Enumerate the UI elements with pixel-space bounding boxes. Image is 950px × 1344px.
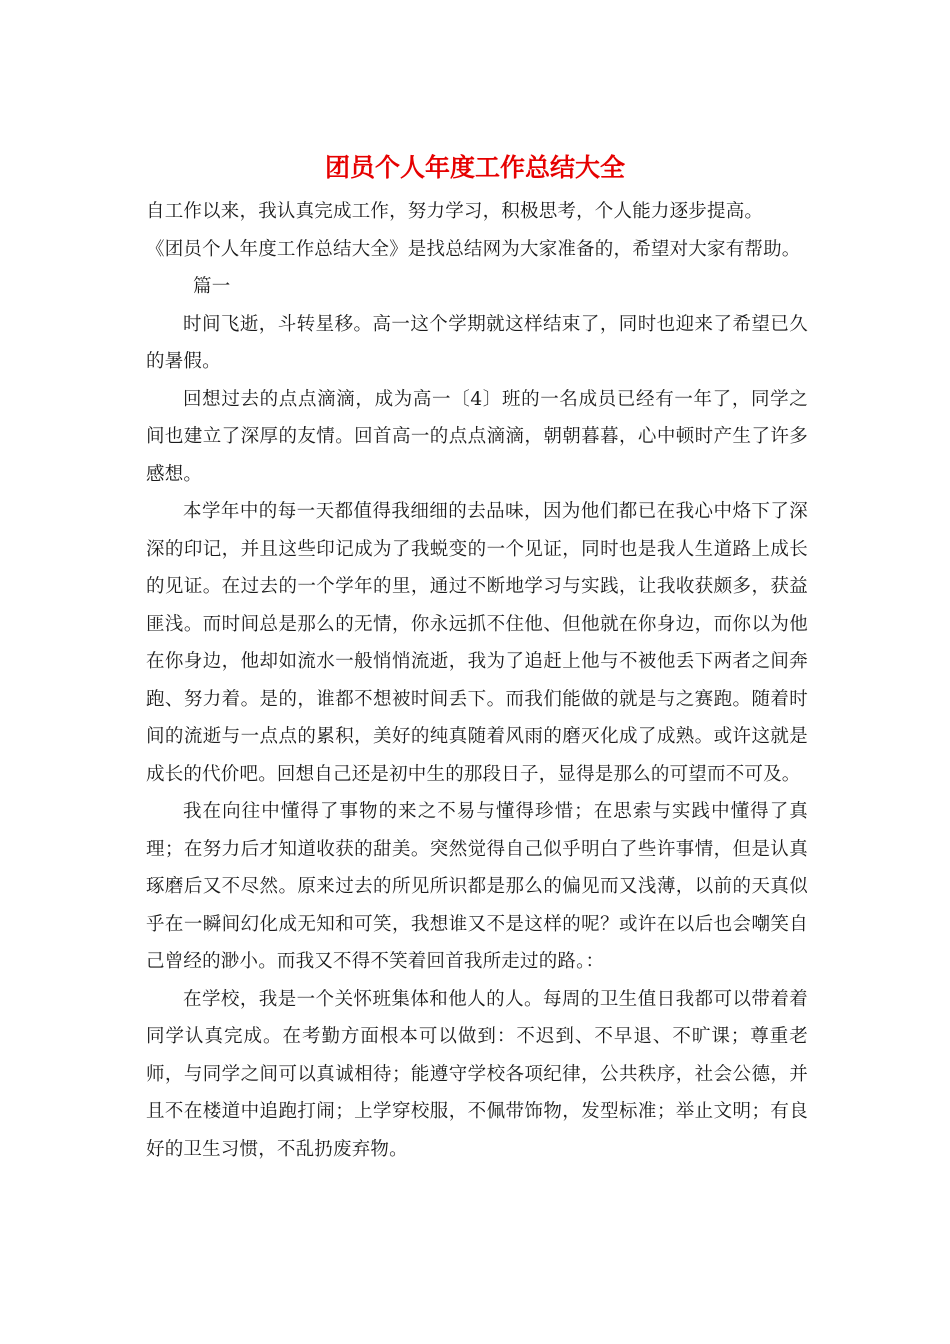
paragraph-4: 我在向往中懂得了事物的来之不易与懂得珍惜；在思索与实践中懂得了真理；在努力后才知道收获的甜美。突然觉得自己似乎明白了些许事情，但是认真琢磨后又不尽然。原来过去的所见所识都是那么的偏见而又浅薄，以前的天真似乎在一瞬间幻化成无知和可笑，我想谁又不是这样的呢？或许在以后也会嘲笑自己曾经的渺小。而我又不得不笑着回首我所走过的路。： xyxy=(146,801,808,972)
paragraph-1: 时间飞逝，斗转星移。高一这个学期就这样结束了，同时也迎来了希望已久的暑假。 xyxy=(146,313,808,372)
document-body xyxy=(146,193,808,1168)
intro-line-2: 《团员个人年度工作总结大全》是找总结网为大家准备的，希望对大家有帮助。 xyxy=(146,238,801,260)
document-title: 团员个人年度工作总结大全 xyxy=(324,153,625,182)
paragraph-3: 本学年中的每一天都值得我细细的去品味，因为他们都已在我心中烙下了深深的印记，并且这些印记成为了我蜕变的一个见证，同时也是我人生道路上成长的见证。在过去的一个学年的里，通过不断地学习与实践，让我收获颇多，获益匪浅。而时间总是那么的无情，你永远抓不住他、但他就在你身边，而你以为他在你身边，他却如流水一般悄悄流逝，我为了追赶上他与不被他丢下两者之间奔跑、努力着。是的，谁都不想被时间丢下。而我们能做的就是与之赛跑。随着时间的流逝与一点点的累积，美好的纯真随着风雨的磨灭化成了成熟。或许这就是成长的代价吧。回想自己还是初中生的那段日子，显得是那么的可望而不可及。 xyxy=(146,501,808,785)
paragraph-5: 在学校，我是一个关怀班集体和他人的人。每周的卫生值日我都可以带着着同学认真完成。在考勤方面根本可以做到：不迟到、不早退、不旷课；尊重老师，与同学之间可以真诚相待；能遵守学校各项纪律，公共秩序，社会公德，并且不在楼道中追跑打闹；上学穿校服，不佩带饰物，发型标准；举止文明；有良好的卫生习惯，不乱扔废弃物。 xyxy=(146,988,808,1160)
intro-line-1: 自工作以来，我认真完成工作，努力学习，积极思考，个人能力逐步提高。 xyxy=(146,201,764,222)
section-label: 篇一 xyxy=(193,276,231,297)
paragraph-2: 回想过去的点点滴滴，成为高一〔4〕班的一名成员已经有一年了，同学之间也建立了深厚的友情。回首高一的点点滴滴，朝朝暮暮，心中顿时产生了许多感想。 xyxy=(146,388,808,485)
